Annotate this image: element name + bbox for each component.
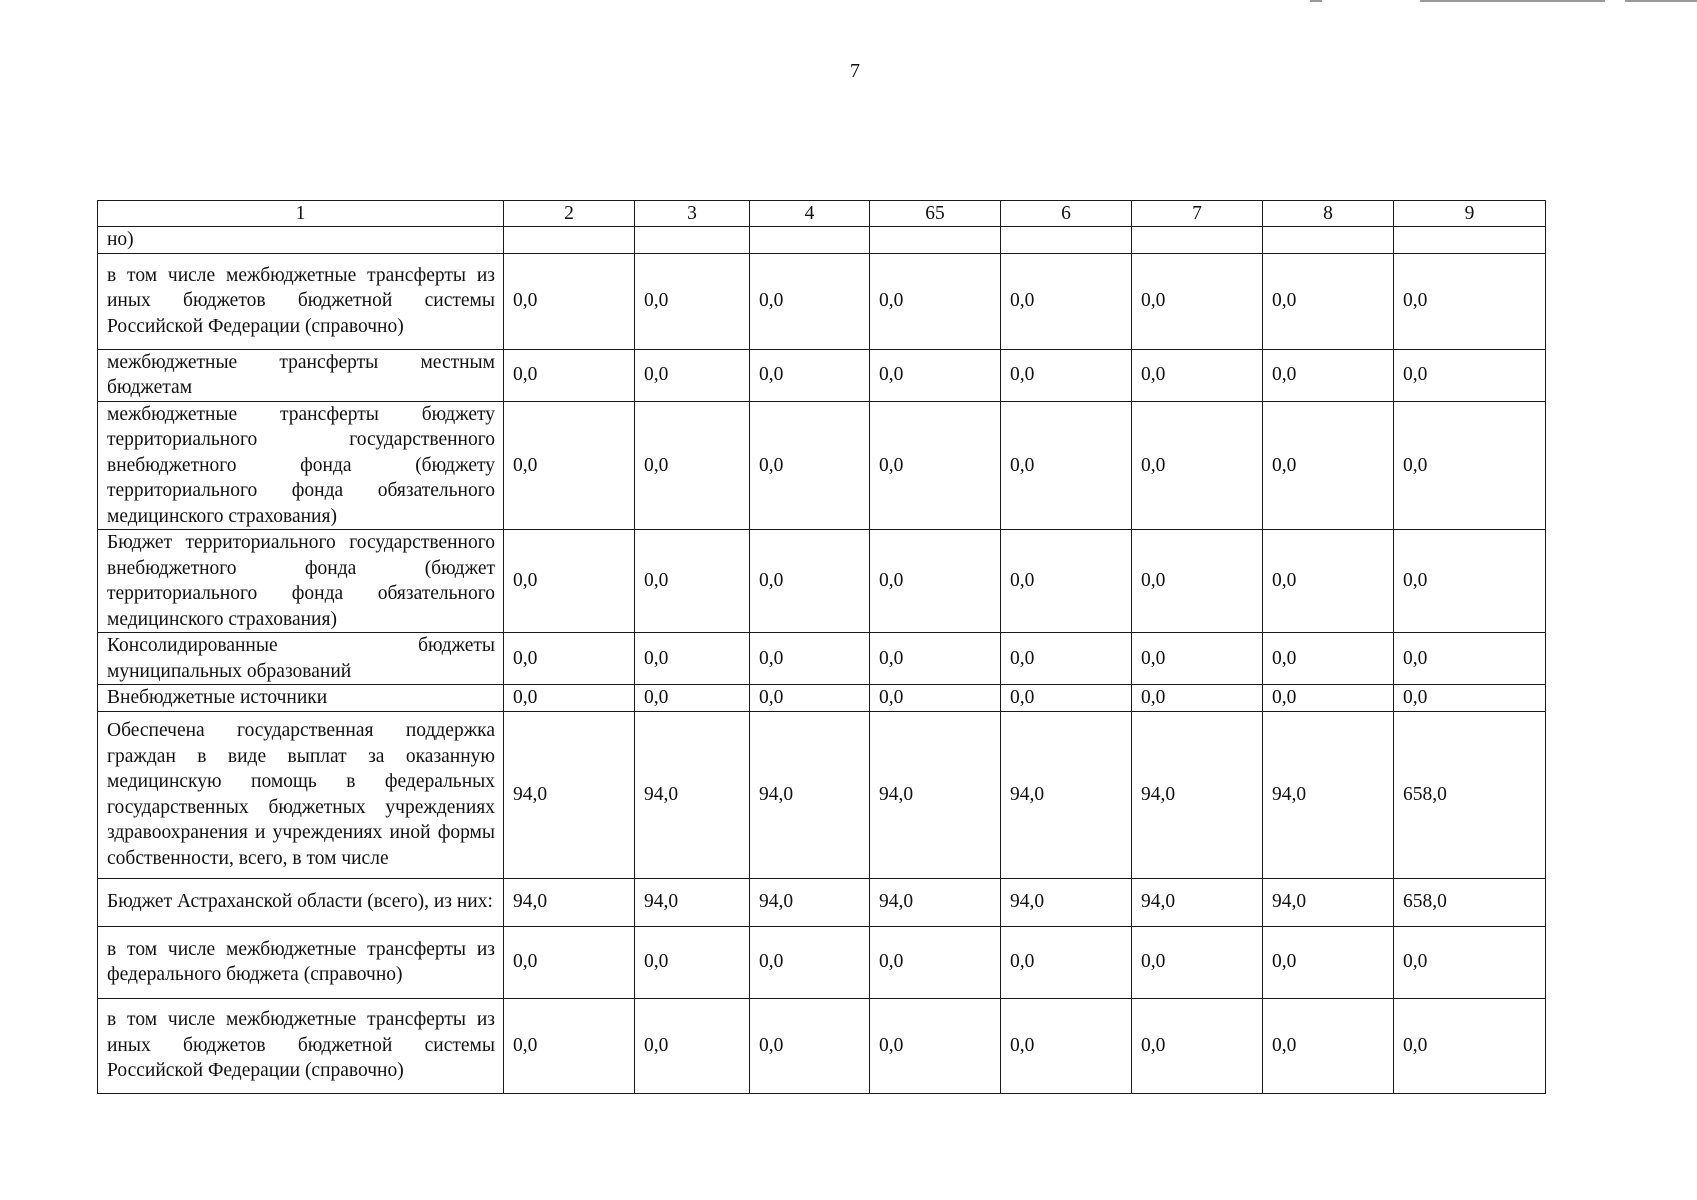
column-number-row — [98, 201, 1546, 227]
value-cell: 658,0 — [1394, 878, 1546, 926]
value-cell: 0,0 — [1263, 349, 1394, 401]
value-cell: 0,0 — [504, 253, 635, 349]
value-cell: 0,0 — [1132, 253, 1263, 349]
value-cell: 0,0 — [504, 530, 635, 633]
value-cell: 0,0 — [750, 685, 870, 712]
scan-artifact-line — [1625, 0, 1697, 2]
table-row — [98, 349, 1546, 401]
value-cell: 0,0 — [870, 998, 1001, 1093]
value-cell: 0,0 — [1394, 401, 1546, 530]
value-cell: 0,0 — [870, 530, 1001, 633]
value-cell: 94,0 — [1132, 878, 1263, 926]
value-cell: 0,0 — [1263, 685, 1394, 712]
value-cell: 0,0 — [1001, 998, 1132, 1093]
value-cell: 94,0 — [1132, 711, 1263, 878]
column-header: 1 — [98, 201, 504, 227]
value-cell: 0,0 — [870, 633, 1001, 685]
value-cell: 0,0 — [635, 401, 750, 530]
value-cell: 0,0 — [1132, 998, 1263, 1093]
row-label: в том числе межбюджетные трансферты из иных бюджетов бюджетной системы Российской Федерации (справочно) — [98, 998, 504, 1093]
value-cell: 0,0 — [1132, 633, 1263, 685]
table-header — [98, 201, 1546, 227]
column-header: 65 — [870, 201, 1001, 227]
value-cell: 0,0 — [870, 926, 1001, 998]
column-header: 2 — [504, 201, 635, 227]
value-cell: 94,0 — [1263, 878, 1394, 926]
row-label: Внебюджетные источники — [98, 685, 504, 712]
value-cell: 94,0 — [635, 711, 750, 878]
value-cell: 0,0 — [870, 349, 1001, 401]
table-row — [98, 401, 1546, 530]
value-cell: 0,0 — [1263, 633, 1394, 685]
value-cell: 0,0 — [504, 633, 635, 685]
value-cell: 0,0 — [870, 253, 1001, 349]
value-cell: 0,0 — [504, 349, 635, 401]
value-cell: 94,0 — [750, 711, 870, 878]
value-cell: 94,0 — [1001, 711, 1132, 878]
row-label: в том числе межбюджетные трансферты из иных бюджетов бюджетной системы Российской Федерации (справочно) — [98, 253, 504, 349]
value-cell: 94,0 — [870, 878, 1001, 926]
value-cell — [1001, 227, 1132, 254]
table-body — [98, 227, 1546, 1094]
value-cell: 0,0 — [635, 633, 750, 685]
value-cell: 0,0 — [1001, 685, 1132, 712]
value-cell: 94,0 — [1001, 878, 1132, 926]
value-cell — [1394, 227, 1546, 254]
value-cell: 0,0 — [1132, 349, 1263, 401]
value-cell: 0,0 — [635, 926, 750, 998]
value-cell: 0,0 — [1394, 530, 1546, 633]
table-row — [98, 633, 1546, 685]
table-row — [98, 711, 1546, 878]
value-cell: 0,0 — [750, 926, 870, 998]
value-cell — [870, 227, 1001, 254]
table-row — [98, 530, 1546, 633]
table-row — [98, 685, 1546, 712]
row-label: Консолидированные бюджеты муниципальных образований — [98, 633, 504, 685]
row-label: но) — [98, 227, 504, 254]
row-label: Бюджет территориального государственного внебюджетного фонда (бюджет территориального фонда обязательного медицинского страхования) — [98, 530, 504, 633]
value-cell: 0,0 — [1001, 530, 1132, 633]
value-cell: 0,0 — [1001, 926, 1132, 998]
value-cell: 0,0 — [504, 685, 635, 712]
value-cell: 94,0 — [504, 711, 635, 878]
value-cell: 0,0 — [1394, 685, 1546, 712]
row-label: межбюджетные трансферты местным бюджетам — [98, 349, 504, 401]
value-cell: 0,0 — [1001, 401, 1132, 530]
value-cell: 0,0 — [1394, 349, 1546, 401]
value-cell: 0,0 — [504, 998, 635, 1093]
value-cell: 0,0 — [635, 253, 750, 349]
value-cell: 0,0 — [750, 401, 870, 530]
column-header: 4 — [750, 201, 870, 227]
column-header: 6 — [1001, 201, 1132, 227]
column-header: 7 — [1132, 201, 1263, 227]
value-cell: 0,0 — [635, 349, 750, 401]
value-cell: 94,0 — [750, 878, 870, 926]
value-cell: 0,0 — [750, 633, 870, 685]
scan-artifact-line — [1310, 0, 1322, 2]
row-label: межбюджетные трансферты бюджету территориального государственного внебюджетного фонда (бюджету территориального фонда обязательного медицинского страхования) — [98, 401, 504, 530]
value-cell — [1132, 227, 1263, 254]
column-header: 3 — [635, 201, 750, 227]
value-cell: 0,0 — [1132, 926, 1263, 998]
value-cell: 0,0 — [1001, 349, 1132, 401]
row-label: Обеспечена государственная поддержка граждан в виде выплат за оказанную медицинскую помощь в федеральных государственных бюджетных учреждениях здравоохранения и учреждениях иной формы собственности, всего, в том числе — [98, 711, 504, 878]
value-cell: 0,0 — [1263, 926, 1394, 998]
value-cell: 0,0 — [1394, 926, 1546, 998]
table-row — [98, 926, 1546, 998]
value-cell: 0,0 — [1394, 633, 1546, 685]
table-row — [98, 227, 1546, 254]
value-cell: 0,0 — [1001, 253, 1132, 349]
value-cell: 0,0 — [870, 685, 1001, 712]
value-cell — [504, 227, 635, 254]
row-label: в том числе межбюджетные трансферты из федерального бюджета (справочно) — [98, 926, 504, 998]
value-cell: 0,0 — [1263, 998, 1394, 1093]
scan-artifact-line — [1420, 0, 1605, 2]
table-row — [98, 253, 1546, 349]
value-cell: 0,0 — [750, 253, 870, 349]
page-number: 7 — [850, 60, 860, 82]
value-cell: 0,0 — [1001, 633, 1132, 685]
value-cell: 0,0 — [635, 530, 750, 633]
value-cell: 0,0 — [750, 530, 870, 633]
value-cell: 0,0 — [1263, 253, 1394, 349]
value-cell: 0,0 — [1132, 401, 1263, 530]
value-cell: 0,0 — [1132, 685, 1263, 712]
value-cell: 0,0 — [1394, 253, 1546, 349]
value-cell: 0,0 — [1394, 998, 1546, 1093]
value-cell: 0,0 — [635, 998, 750, 1093]
value-cell — [1263, 227, 1394, 254]
table-row — [98, 878, 1546, 926]
table-row — [98, 998, 1546, 1093]
value-cell: 0,0 — [870, 401, 1001, 530]
value-cell: 0,0 — [750, 349, 870, 401]
column-header: 9 — [1394, 201, 1546, 227]
value-cell: 0,0 — [504, 401, 635, 530]
row-label: Бюджет Астраханской области (всего), из них: — [98, 878, 504, 926]
value-cell: 0,0 — [1263, 401, 1394, 530]
column-header: 8 — [1263, 201, 1394, 227]
budget-table — [97, 200, 1546, 1094]
value-cell — [635, 227, 750, 254]
value-cell: 0,0 — [1132, 530, 1263, 633]
value-cell: 94,0 — [504, 878, 635, 926]
value-cell: 0,0 — [750, 998, 870, 1093]
value-cell: 658,0 — [1394, 711, 1546, 878]
value-cell: 94,0 — [1263, 711, 1394, 878]
value-cell: 0,0 — [635, 685, 750, 712]
value-cell: 94,0 — [635, 878, 750, 926]
value-cell: 94,0 — [870, 711, 1001, 878]
value-cell: 0,0 — [1263, 530, 1394, 633]
value-cell: 0,0 — [504, 926, 635, 998]
value-cell — [750, 227, 870, 254]
